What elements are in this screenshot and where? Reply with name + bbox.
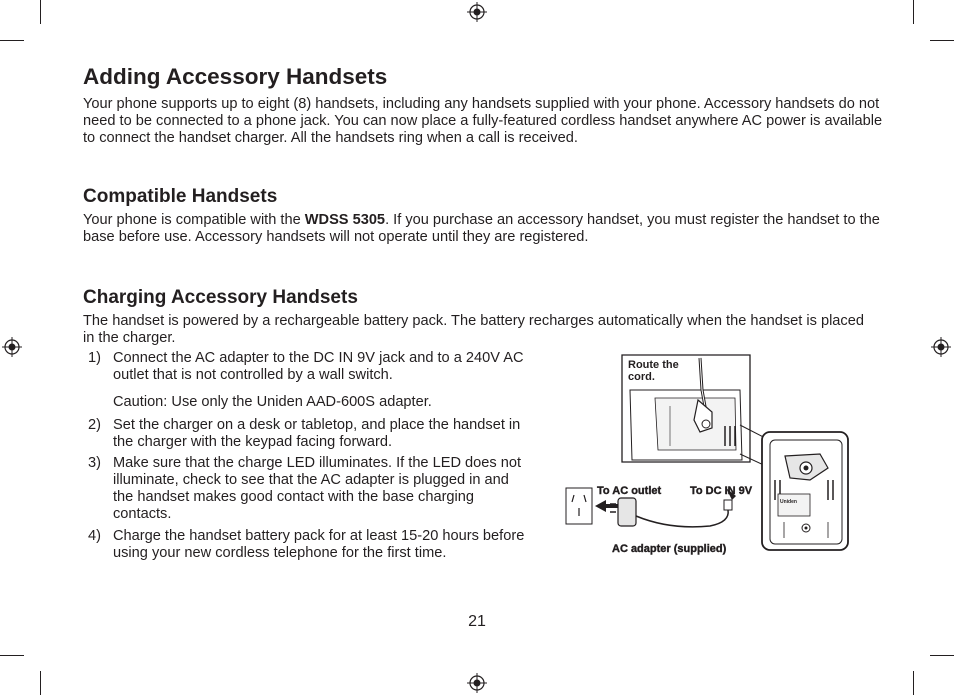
dc-in-label: To DC IN 9V (690, 485, 753, 497)
registration-mark-icon (931, 337, 951, 357)
charger-connection-diagram (560, 350, 860, 560)
crop-mark (913, 671, 914, 695)
route-cord-label: Route the cord. (628, 359, 679, 383)
charging-heading: Charging Accessory Handsets (83, 287, 358, 308)
wall-outlet-icon (566, 488, 592, 524)
ac-adapter-icon (610, 498, 732, 527)
crop-mark (0, 655, 24, 656)
crop-mark (40, 0, 41, 24)
registration-mark-icon (2, 337, 22, 357)
step-text: Make sure that the charge LED illuminates. If the LED does not illuminate, check to see that the AC adapter is plugged in and the handset makes good contact with the base charging contacts. (113, 455, 522, 522)
page-number: 21 (468, 613, 486, 630)
charger-base (762, 432, 848, 550)
model-number: WDSS 5305 (304, 212, 386, 228)
ac-adapter-label: AC adapter (supplied) (612, 543, 727, 555)
crop-mark (0, 40, 24, 41)
charging-paragraph: The handset is powered by a rechargeable battery pack. The battery recharges automatically when the handset is placed in the charger. (83, 313, 864, 346)
compatible-heading: Compatible Handsets (83, 186, 278, 207)
caution-note: Caution: Use only the Uniden AAD-600S adapter. (113, 394, 432, 410)
compatible-paragraph (83, 212, 883, 246)
step-text: Charge the handset battery pack for at least 15-20 hours before using your new cordless telephone for the first time. (113, 528, 525, 561)
intro-paragraph: Your phone supports up to eight (8) handsets, including any handsets supplied with your phone. Accessory handsets do not need to be connected to a phone jack. You can now place a fully-featured cordless handset anywhere AC power is available to connect the handset charger. All the handsets ring when a call is received. (83, 96, 883, 146)
step-number: 4) (88, 528, 101, 544)
crop-mark (913, 0, 914, 24)
registration-mark-icon (467, 673, 487, 693)
step-number: 3) (88, 455, 101, 471)
crop-mark (40, 671, 41, 695)
crop-mark (930, 40, 954, 41)
brand-mark: Uniden (780, 499, 797, 505)
registration-mark-icon (467, 2, 487, 22)
step-text: Connect the AC adapter to the DC IN 9V jack and to a 240V AC outlet that is not controlled by a wall switch. (113, 350, 524, 383)
step-text: Set the charger on a desk or tabletop, and place the handset in the charger with the keypad facing forward. (113, 417, 521, 450)
compatible-text-after: . If you purchase an accessory handset, you must register the handset to the base before use. Accessory handsets will not operate until they are registered. (83, 212, 880, 245)
step-number: 1) (88, 350, 101, 366)
arrow-left-icon (595, 500, 618, 512)
step-number: 2) (88, 417, 101, 433)
compatible-text-before: Your phone is compatible with the (83, 212, 305, 228)
crop-mark (930, 655, 954, 656)
page-title: Adding Accessory Handsets (83, 64, 388, 89)
ac-outlet-label: To AC outlet (597, 485, 662, 497)
